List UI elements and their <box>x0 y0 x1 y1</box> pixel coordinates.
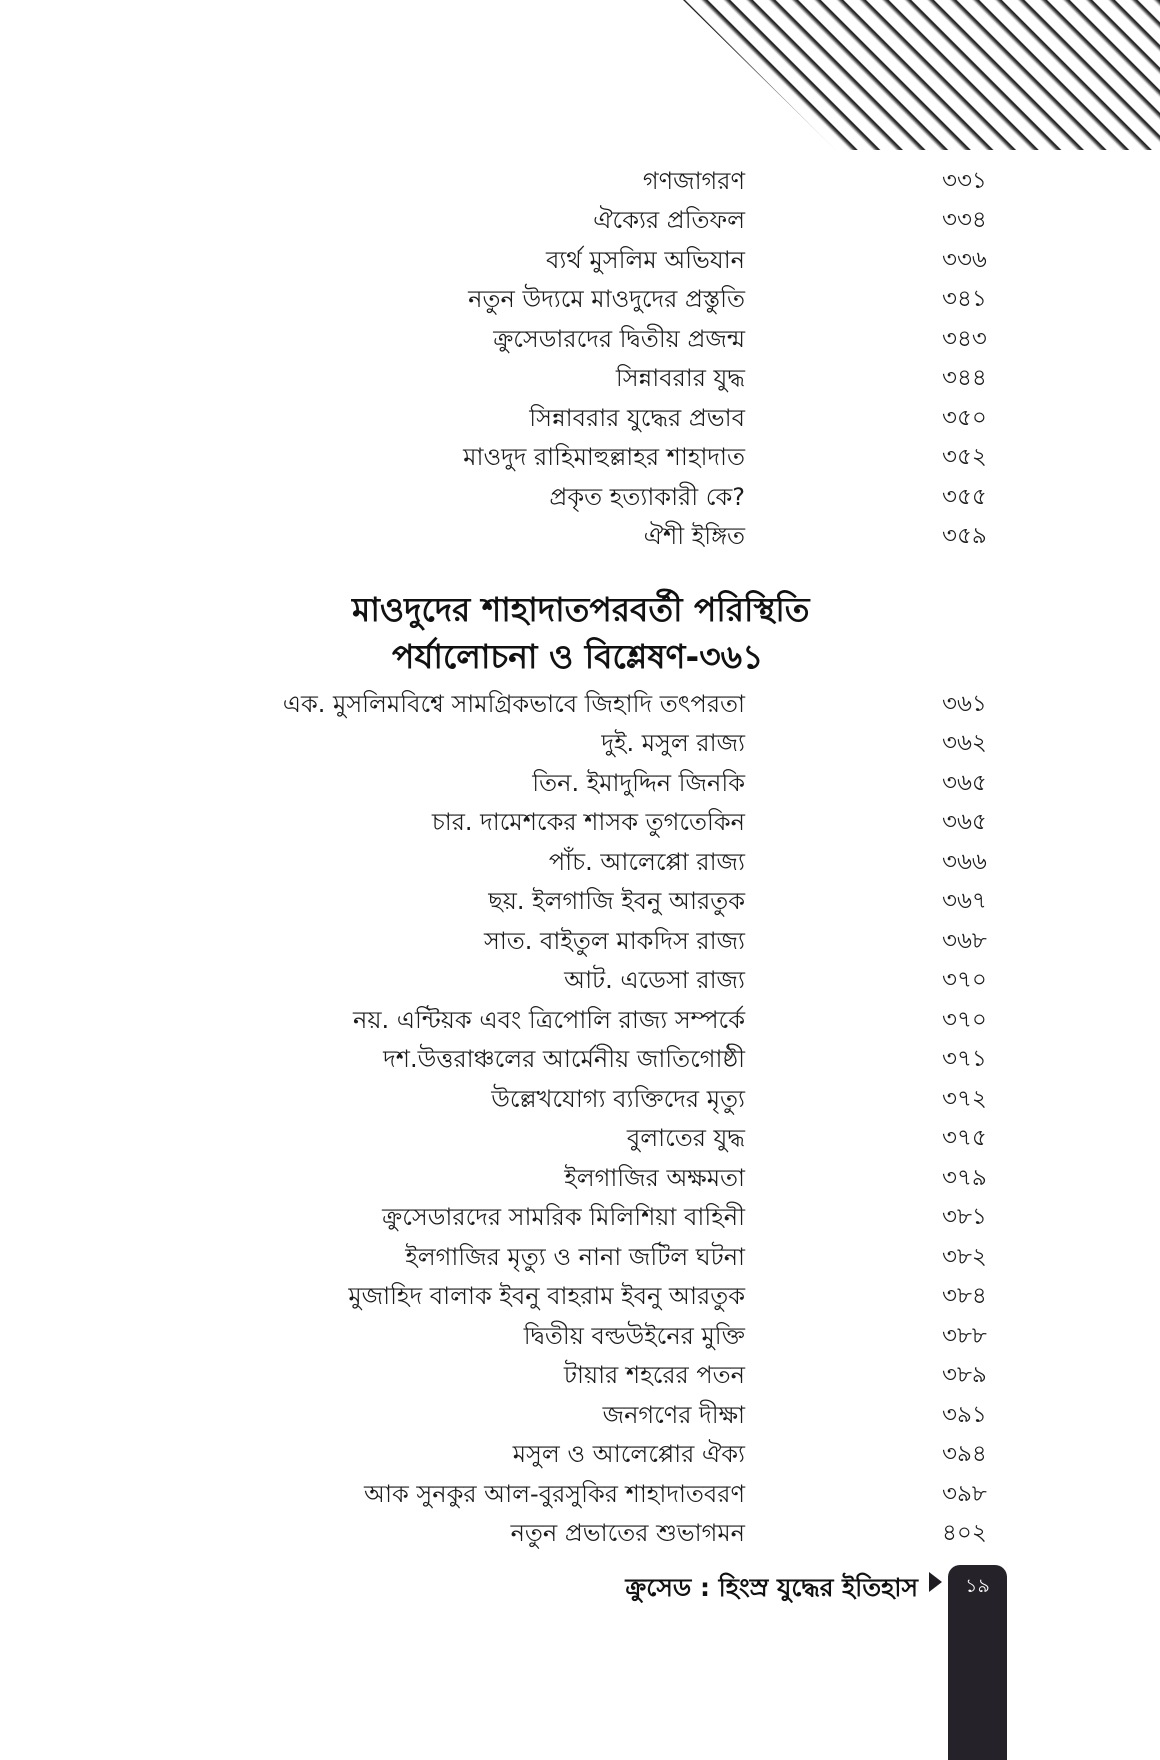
toc-entry-page: ৩৫৫ <box>942 484 987 510</box>
triangle-right-icon <box>929 1572 942 1592</box>
toc-entry-page: ৩৬৭ <box>942 888 987 914</box>
toc-row <box>0 240 1000 280</box>
toc-entry-title: ঐক্যের প্রতিফল <box>593 206 745 234</box>
toc-row <box>0 1039 1000 1079</box>
toc-entry-title: মুজাহিদ বালাক ইবনু বাহরাম ইবনু আরতুক <box>348 1282 745 1310</box>
toc-entry-title: চার. দামেশকের শাসক তুগতেকিন <box>431 808 745 836</box>
toc-entry-page: ৩৬২ <box>942 730 987 756</box>
toc-row <box>0 1118 1000 1158</box>
toc-entry-page: ৩৮৪ <box>942 1283 987 1309</box>
toc-entry-title: দশ.উত্তরাঞ্চলের আর্মেনীয় জাতিগোষ্ঠী <box>383 1045 745 1073</box>
toc-row <box>0 802 1000 842</box>
toc-entry-page: ৩৫৯ <box>942 523 987 549</box>
toc-entry-title: জনগণের দীক্ষা <box>602 1401 745 1429</box>
toc-entry-page: ৩৮২ <box>942 1244 987 1270</box>
section-heading-line1: মাওদুদের শাহাদাতপরবর্তী পরিস্থিতি <box>352 590 810 629</box>
toc-row <box>0 161 1000 201</box>
toc-entry-page: ৩৭৯ <box>942 1165 987 1191</box>
toc-row <box>0 1434 1000 1474</box>
page-number: ১৯ <box>965 1575 990 1597</box>
diagonal-stripes-decoration <box>683 0 1160 150</box>
toc-entry-page: ৩৭২ <box>942 1086 987 1112</box>
toc-entry-title: ক্রুসেডারদের সামরিক মিলিশিয়া বাহিনী <box>382 1203 745 1231</box>
toc-entry-page: ৩৩১ <box>942 168 987 194</box>
toc-row <box>0 1079 1000 1119</box>
section-heading-line2: পর্যালোচনা ও বিশ্লেষণ-৩৬১ <box>392 637 764 676</box>
toc-entry-page: ৩৩৪ <box>942 207 987 233</box>
toc-row <box>0 1474 1000 1514</box>
toc-row <box>0 1000 1000 1040</box>
toc-entry-title: সাত. বাইতুল মাকদিস রাজ্য <box>483 927 745 955</box>
toc-entry-page: ৩৬৬ <box>942 849 987 875</box>
toc-entry-page: ৩৬১ <box>942 691 987 717</box>
toc-entry-title: দ্বিতীয় বল্ডউইনের মুক্তি <box>523 1322 745 1350</box>
toc-entry-page: ৩৯৮ <box>942 1481 987 1507</box>
toc-entry-title: তিন. ইমাদুদ্দিন জিনকি <box>532 769 745 797</box>
toc-row <box>0 842 1000 882</box>
toc-entry-page: ৩৮৮ <box>942 1323 987 1349</box>
toc-row <box>0 1395 1000 1435</box>
toc-entry-page: ৩৫২ <box>942 444 987 470</box>
toc-entry-page: ৩৪৩ <box>942 326 987 352</box>
toc-entry-page: ৩৭৫ <box>942 1125 987 1151</box>
toc-row <box>0 723 1000 763</box>
running-footer-book-title: ক্রুসেড : হিংস্র যুদ্ধের ইতিহাস <box>625 1573 918 1602</box>
toc-entry-title: নতুন উদ্যমে মাওদুদের প্রস্তুতি <box>468 285 745 313</box>
toc-entry-title: আক সুনকুর আল-বুরসুকির শাহাদাতবরণ <box>363 1480 745 1508</box>
toc-entry-title: পাঁচ. আলেপ্পো রাজ্য <box>548 848 745 876</box>
toc-row <box>0 1513 1000 1553</box>
toc-row <box>0 1237 1000 1277</box>
toc-entry-page: ৩৭০ <box>942 1007 987 1033</box>
toc-entry-page: ৩৩৬ <box>942 247 987 273</box>
toc-entry-page: ৪০২ <box>942 1520 987 1546</box>
toc-entry-title: প্রকৃত হত্যাকারী কে? <box>549 483 745 511</box>
toc-entry-title: দুই. মসুল রাজ্য <box>601 729 745 757</box>
toc-entry-page: ৩৪১ <box>942 286 987 312</box>
toc-row <box>0 1158 1000 1198</box>
toc-entry-title: মাওদুদ রাহিমাহুল্লাহর শাহাদাত <box>463 443 745 471</box>
toc-entry-title: ইলগাজির মৃত্যু ও নানা জটিল ঘটনা <box>405 1243 745 1271</box>
toc-row <box>0 881 1000 921</box>
toc-row <box>0 279 1000 319</box>
toc-entry-title: নতুন প্রভাতের শুভাগমন <box>510 1519 745 1547</box>
toc-row <box>0 684 1000 724</box>
toc-row <box>0 398 1000 438</box>
toc-row <box>0 358 1000 398</box>
toc-row <box>0 921 1000 961</box>
toc-row <box>0 960 1000 1000</box>
toc-row <box>0 1355 1000 1395</box>
toc-entry-page: ৩৭১ <box>942 1046 987 1072</box>
toc-entry-title: এক. মুসলিমবিশ্বে সামগ্রিকভাবে জিহাদি তৎপরতা <box>282 690 745 718</box>
toc-entry-page: ৩৮১ <box>942 1204 987 1230</box>
toc-entry-title: আট. এডেসা রাজ্য <box>564 966 745 994</box>
toc-entry-page: ৩৪৪ <box>942 365 987 391</box>
toc-entry-page: ৩৬৫ <box>942 809 987 835</box>
toc-entry-title: সিন্নাবরার যুদ্ধের প্রভাব <box>529 404 745 432</box>
toc-entry-title: উল্লেখযোগ্য ব্যক্তিদের মৃত্যু <box>491 1085 745 1113</box>
toc-row <box>0 1316 1000 1356</box>
toc-entry-title: নয়. এন্টিয়ক এবং ত্রিপোলি রাজ্য সম্পর্কে <box>353 1006 745 1034</box>
toc-entry-page: ৩৫০ <box>942 405 987 431</box>
toc-row <box>0 477 1000 517</box>
page-number-tab <box>948 1565 1007 1760</box>
toc-entry-title: সিন্নাবরার যুদ্ধ <box>615 364 745 392</box>
toc-row <box>0 319 1000 359</box>
toc-entry-title: গণজাগরণ <box>642 167 745 195</box>
toc-entry-title: টায়ার শহরের পতন <box>563 1361 745 1389</box>
toc-entry-title: ক্রুসেডারদের দ্বিতীয় প্রজন্ম <box>493 325 745 353</box>
toc-row <box>0 1276 1000 1316</box>
toc-entry-page: ৩৬৮ <box>942 928 987 954</box>
toc-entry-page: ৩৯১ <box>942 1402 987 1428</box>
toc-entry-title: মসুল ও আলেপ্পোর ঐক্য <box>512 1440 745 1468</box>
toc-entry-title: ইলগাজির অক্ষমতা <box>564 1164 745 1192</box>
toc-row <box>0 437 1000 477</box>
toc-entry-page: ৩৮৯ <box>942 1362 987 1388</box>
toc-entry-title: ছয়. ইলগাজি ইবনু আরতুক <box>488 887 745 915</box>
toc-entry-page: ৩৯৪ <box>942 1441 987 1467</box>
toc-entry-title: ঐশী ইঙ্গিত <box>643 522 745 550</box>
toc-row <box>0 1197 1000 1237</box>
toc-entry-page: ৩৭০ <box>942 967 987 993</box>
toc-entry-page: ৩৬৫ <box>942 770 987 796</box>
toc-entry-title: বুলাতের যুদ্ধ <box>626 1124 745 1152</box>
toc-row <box>0 516 1000 556</box>
toc-row <box>0 200 1000 240</box>
toc-row <box>0 763 1000 803</box>
toc-entry-title: ব্যর্থ মুসলিম অভিযান <box>545 246 745 274</box>
